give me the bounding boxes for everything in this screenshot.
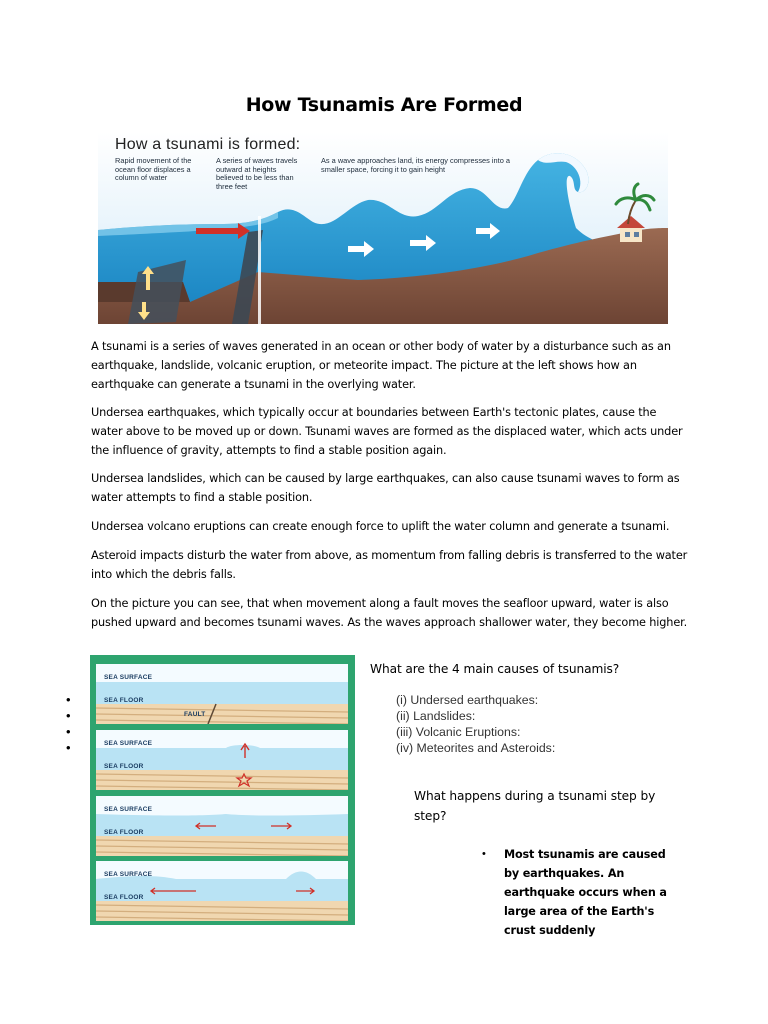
list-item: •: [66, 740, 71, 755]
list-item: (iii) Volcanic Eruptions:: [396, 725, 521, 739]
step-bullet: •: [482, 848, 486, 860]
list-item: (iv) Meteorites and Asteroids:: [396, 741, 556, 755]
list-item: •: [66, 708, 71, 723]
sea-surface-label: SEA SURFACE: [104, 740, 153, 747]
step-1-text: Most tsunamis are caused by earthquakes. An earthquake occurs when a large area of the Earth's crust suddenly: [504, 848, 667, 937]
fault-label: FAULT: [184, 711, 206, 718]
question-main-causes: What are the 4 main causes of tsunamis?: [370, 662, 620, 676]
panel-4-illustration: [96, 861, 348, 921]
figure-caption-ocean-floor: Rapid movement of the ocean floor displaces a column of water: [115, 156, 192, 183]
diagram-panel-3: [96, 796, 348, 856]
sea-floor-label: SEA FLOOR: [104, 763, 144, 770]
sea-surface-label: SEA SURFACE: [104, 806, 153, 813]
panel-1-illustration: [96, 664, 348, 724]
tsunami-steps-diagram: [90, 655, 355, 925]
figure-caption-waves-travel: A series of waves travels outward at heights believed to be less than three feet: [216, 156, 298, 191]
list-item: •: [66, 692, 71, 707]
sea-surface-label: SEA SURFACE: [104, 871, 153, 878]
paragraph-asteroids: Asteroid impacts disturb the water from above, as momentum from falling debris is transferred to the water into which the debris falls.: [91, 549, 688, 581]
diagram-panel-1: [96, 664, 348, 724]
figure-caption-wave-approaches: As a wave approaches land, its energy compresses into a smaller space, forcing it to gain height: [321, 156, 510, 174]
figure-heading: How a tsunami is formed:: [115, 136, 301, 153]
sea-floor-label: SEA FLOOR: [104, 697, 144, 704]
page-title: How Tsunamis Are Formed: [245, 94, 523, 116]
list-item: (ii) Landslides:: [396, 709, 476, 723]
tsunami-formation-figure: [98, 132, 668, 324]
paragraph-volcanoes: Undersea volcano eruptions can create enough force to uplift the water column and generate a tsunami.: [91, 520, 670, 533]
paragraph-fault-movement: On the picture you can see, that when movement along a fault moves the seafloor upward, water is also pushed upward and becomes tsunami waves. As the waves approach shallower water, they become higher.: [91, 597, 688, 629]
diagram-panel-4: [96, 861, 348, 921]
diagram-panel-2: [96, 730, 348, 790]
sea-floor-label: SEA FLOOR: [104, 829, 144, 836]
paragraph-earthquakes: Undersea earthquakes, which typically occur at boundaries between Earth's tectonic plates, cause the water above to be moved up or down. Tsunami waves are formed as the displaced water, which acts under the influence of gravity, attempts to find a stable position again.: [91, 406, 683, 457]
list-item: •: [66, 724, 71, 739]
list-item: (i) Undersed earthquakes:: [396, 693, 539, 707]
sea-floor-label: SEA FLOOR: [104, 894, 144, 901]
paragraph-intro: A tsunami is a series of waves generated in an ocean or other body of water by a disturbance such as an earthquake, landslide, volcanic eruption, or meteorite impact. The picture at the left shows how an earthquake can generate a tsunami in the overlying water.: [91, 340, 671, 391]
panel-2-illustration: [96, 730, 348, 790]
left-bullet-list: [66, 692, 71, 756]
paragraph-landslides: Undersea landslides, which can be caused by large earthquakes, can also cause tsunami waves to form as water attempts to find a stable position.: [91, 472, 680, 504]
panel-3-illustration: [96, 796, 348, 856]
sea-surface-label: SEA SURFACE: [104, 674, 153, 681]
causes-list: [396, 692, 555, 756]
question-steps: What happens during a tsunami step by step?: [414, 789, 656, 823]
